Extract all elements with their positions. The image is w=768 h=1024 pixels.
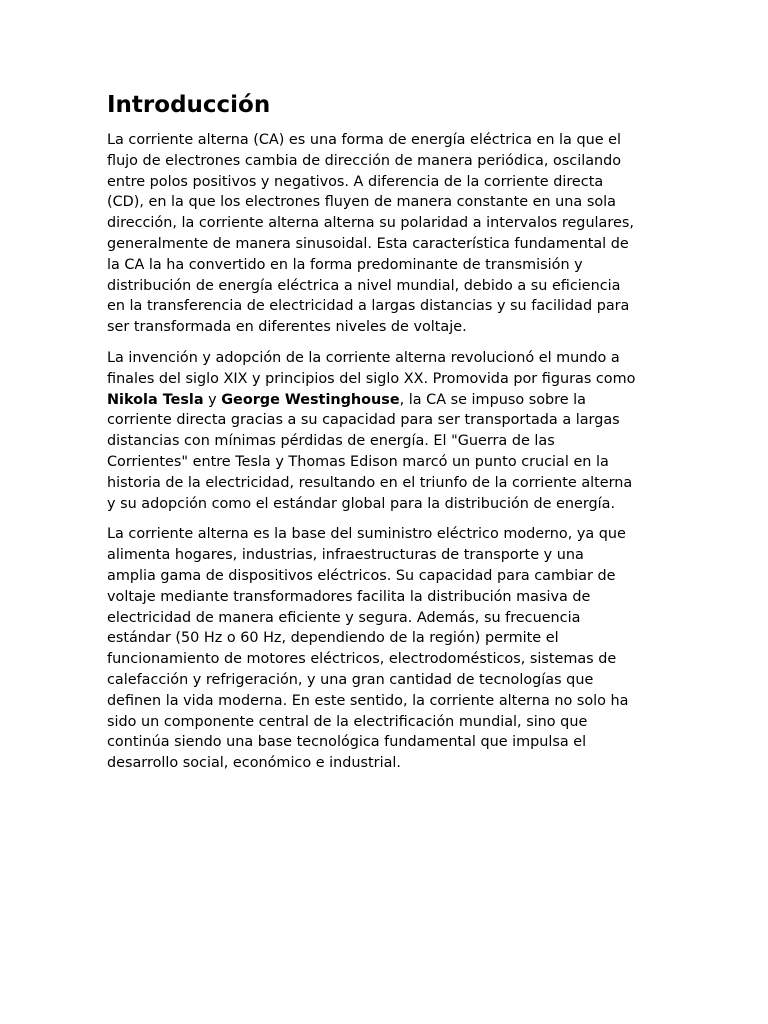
paragraph-line: distribución de energía eléctrica a nivel mundial, debido a su eficiencia	[107, 277, 621, 294]
line-tail-text: , la CA se impuso sobre la	[399, 391, 586, 408]
paragraph-line: la CA la ha convertido en la forma predominante de transmisión y	[107, 256, 583, 273]
paragraph-line: en la transferencia de electricidad a largas distancias y su facilidad para	[107, 298, 630, 315]
paragraph-line: flujo de electrones cambia de dirección de manera periódica, oscilando	[107, 152, 622, 169]
paragraph-line: alimenta hogares, industrias, infraestructuras de transporte y una	[107, 547, 584, 564]
paragraph-line: distancias con mínimas pérdidas de energía. El "Guerra de las	[107, 433, 555, 450]
paragraph-line: ser transformada en diferentes niveles de voltaje.	[107, 319, 467, 336]
name-nikola-tesla: Nikola Tesla	[107, 391, 204, 408]
paragraph-line: La invención y adopción de la corriente alterna revolucionó el mundo a	[107, 349, 620, 366]
paragraph-line: continúa siendo una base tecnológica fundamental que impulsa el	[107, 734, 587, 751]
paragraph-line: y su adopción como el estándar global para la distribución de energía.	[107, 495, 616, 512]
paragraph-line: voltaje mediante transformadores facilita la distribución masiva de	[107, 588, 591, 605]
paragraph-line: corriente directa gracias a su capacidad para ser transportada a largas	[107, 412, 620, 429]
paragraph-line: generalmente de manera sinusoidal. Esta característica fundamental de	[107, 235, 629, 252]
paragraph-line-with-names	[107, 390, 662, 411]
paragraph-line: La corriente alterna es la base del suministro eléctrico moderno, ya que	[107, 526, 626, 543]
paragraph-line: amplia gama de dispositivos eléctricos. Su capacidad para cambiar de	[107, 567, 616, 584]
paragraph-line: (CD), en la que los electrones fluyen de manera constante en una sola	[107, 194, 616, 211]
conjunction-text: y	[203, 391, 222, 408]
paragraph-line: finales del siglo XIX y principios del siglo XX. Promovida por figuras como	[107, 370, 636, 387]
paragraph-2	[107, 348, 662, 514]
paragraph-line: desarrollo social, económico e industrial.	[107, 755, 401, 772]
paragraph-line: dirección, la corriente alterna alterna su polaridad a intervalos regulares,	[107, 215, 634, 232]
page-title: Introducción	[107, 92, 271, 118]
paragraph-line: historia de la electricidad, resultando en el triunfo de la corriente alterna	[107, 474, 633, 491]
paragraph-line: estándar (50 Hz o 60 Hz, dependiendo de la región) permite el	[107, 630, 559, 647]
paragraph-line: sido un componente central de la electrificación mundial, sino que	[107, 713, 588, 730]
paragraph-line: funcionamiento de motores eléctricos, electrodomésticos, sistemas de	[107, 651, 617, 668]
name-george-westinghouse: George Westinghouse	[221, 391, 400, 408]
paragraph-line: entre polos positivos y negativos. A diferencia de la corriente directa	[107, 173, 604, 190]
paragraph-1	[107, 130, 662, 338]
paragraph-line: La corriente alterna (CA) es una forma de energía eléctrica en la que el	[107, 132, 621, 148]
paragraph-line: definen la vida moderna. En este sentido, la corriente alterna no solo ha	[107, 692, 629, 709]
paragraph-line: electricidad de manera eficiente y segura. Además, su frecuencia	[107, 609, 581, 626]
paragraph-line: calefacción y refrigeración, y una gran cantidad de tecnologías que	[107, 671, 594, 688]
paragraph-line: Corrientes" entre Tesla y Thomas Edison marcó un punto crucial en la	[107, 453, 609, 470]
paragraph-3	[107, 524, 662, 774]
document-page	[107, 88, 662, 784]
